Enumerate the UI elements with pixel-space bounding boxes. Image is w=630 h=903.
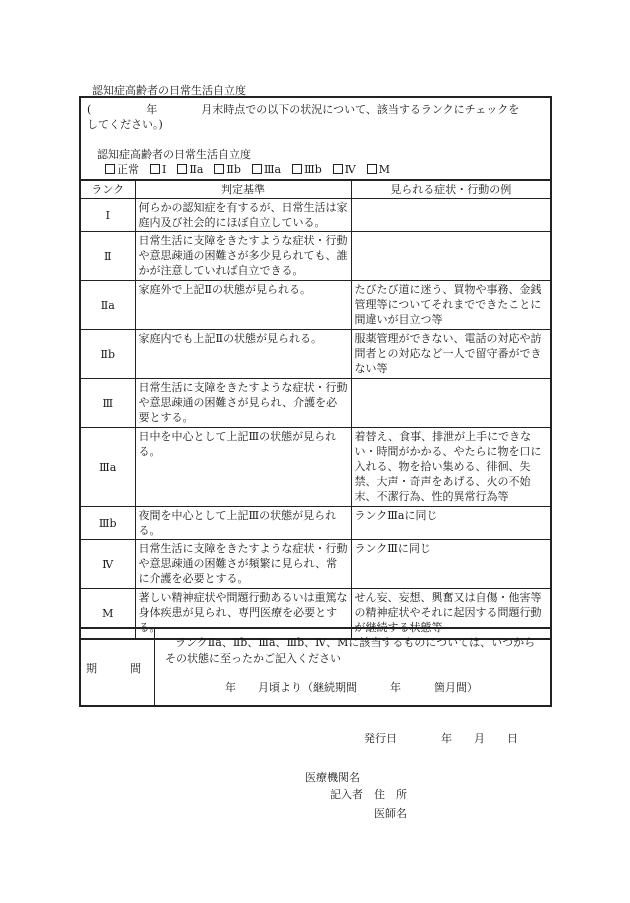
checkbox-label: Ⅲa (263, 163, 282, 176)
table-row (81, 232, 550, 281)
rank-cell: Ⅳ (81, 540, 135, 589)
rank-cell: Ⅱb (81, 330, 135, 379)
checkbox[interactable] (367, 164, 377, 174)
table-row (81, 507, 550, 540)
instruction-section (81, 98, 550, 180)
issue-date[interactable]: 発行日 年 月 日 (364, 732, 518, 745)
rank-checkbox-option[interactable] (333, 163, 356, 176)
criteria-cell: 日常生活に支障をきたすような症状・行動や意思疎通の困難さが頻繁に見られ、常に介護を必要とする。 (135, 540, 351, 589)
criteria-cell: 日常生活に支障をきたすような症状・行動や意思疎通の困難さが見られ、介護を必要とする。 (135, 379, 351, 428)
table-row (81, 540, 550, 589)
checkbox[interactable] (214, 164, 224, 174)
criteria-cell: 著しい精神症状や問題行動あるいは重篤な身体疾患が見られ、専門医療を必要とする。 (135, 589, 351, 638)
example-cell: 着替え、食事、排泄が上手にできない・時間がかかる、やたらに物を口に入れる、物を拾い集める、徘徊、失禁、大声・奇声をあげる、火の不始末、不潔行為、性的異常行為等 (351, 428, 550, 507)
period-fill-line[interactable]: 年 月頃より（継続期間 年 箇月間） (225, 681, 478, 694)
header-rank: ランク (81, 181, 135, 199)
criteria-cell: 日常生活に支障をきたすような症状・行動や意思疎通の困難さが多少見られても、誰かが注意していれば自立できる。 (135, 232, 351, 281)
criteria-cell: 日中を中心として上記Ⅲの状態が見られる。 (135, 428, 351, 507)
document-title: 認知症高齢者の日常生活自立度 (92, 84, 246, 97)
checkbox-label: Ⅳ (344, 163, 356, 176)
checkbox[interactable] (252, 164, 262, 174)
rank-checkbox-option[interactable] (177, 163, 203, 176)
rank-checkbox-option[interactable] (367, 163, 390, 176)
example-cell: 服薬管理ができない、電話の対応や訪問者との対応など一人で留守番ができない等 (351, 330, 550, 379)
rank-cell: M (81, 589, 135, 638)
criteria-cell: 夜間を中心として上記Ⅲの状態が見られる。 (135, 507, 351, 540)
checkbox-label: Ⅱa (189, 163, 204, 176)
checkbox-label: 正常 (117, 163, 139, 176)
checkbox[interactable] (333, 164, 343, 174)
table-row (81, 330, 550, 379)
checkbox-label: Ⅱb (226, 163, 241, 176)
criteria-cell: 家庭外で上記Ⅱの状態が見られる。 (135, 281, 351, 330)
rank-table (81, 180, 550, 638)
rank-cell: Ⅲa (81, 428, 135, 507)
checkbox-label: M (378, 163, 391, 176)
checkbox[interactable] (177, 164, 187, 174)
example-cell (351, 199, 550, 232)
onset-period-box (79, 627, 552, 707)
checkbox-label: Ⅲb (304, 163, 322, 176)
example-cell: ランクⅢaに同じ (351, 507, 550, 540)
example-cell (351, 379, 550, 428)
checkbox-group-title: 認知症高齢者の日常生活自立度 (97, 148, 251, 161)
table-row (81, 281, 550, 330)
rank-form (79, 96, 552, 640)
rank-cell: Ⅲ (81, 379, 135, 428)
checkbox[interactable] (105, 164, 115, 174)
example-cell: せん妄、妄想、興奮又は自傷・他害等の精神症状やそれに起因する問題行動が継続する状態等 (351, 589, 550, 638)
example-cell: たびたび道に迷う、買物や事務、金銭管理等についてそれまでできたことに間違いが目立つ等 (351, 281, 550, 330)
header-criteria: 判定基準 (135, 181, 351, 199)
period-label: 期 間 (86, 662, 141, 675)
rank-checkbox-option[interactable] (214, 163, 241, 176)
table-row (81, 199, 550, 232)
rank-cell: Ⅲb (81, 507, 135, 540)
period-instruction-2: その状態に至ったかご記入ください (165, 652, 341, 665)
rank-cell: Ⅱ (81, 232, 135, 281)
criteria-cell: 家庭内でも上記Ⅱの状態が見られる。 (135, 330, 351, 379)
header-example: 見られる症状・行動の例 (351, 181, 550, 199)
checkbox[interactable] (292, 164, 302, 174)
checkbox-group (105, 161, 401, 177)
checkbox[interactable] (150, 164, 160, 174)
criteria-cell: 何らかの認知症を有するが、日常生活は家庭内及び社会的にほぼ自立している。 (135, 199, 351, 232)
institution-label: 医療機関名 (305, 771, 360, 784)
instruction-line-1: ( 年 月末時点での以下の状況について、該当するランクにチェックを (87, 103, 520, 116)
rank-cell: Ⅱa (81, 281, 135, 330)
period-instruction-1: ランクⅡa、Ⅱb、Ⅲa、Ⅲb、Ⅳ、Mに該当するものについては、いつから (175, 636, 536, 649)
instruction-line-2: してください。) (87, 118, 163, 131)
table-header-row (81, 181, 550, 199)
doctor-name-label: 医師名 (374, 807, 407, 820)
rank-checkbox-option[interactable] (105, 163, 139, 176)
table-row (81, 379, 550, 428)
rank-cell: Ⅰ (81, 199, 135, 232)
rank-checkbox-option[interactable] (150, 163, 166, 176)
example-cell: ランクⅢに同じ (351, 540, 550, 589)
checkbox-label: Ⅰ (162, 163, 167, 176)
rank-checkbox-option[interactable] (292, 163, 322, 176)
table-row (81, 428, 550, 507)
writer-address-label: 記入者 住 所 (330, 788, 407, 801)
rank-checkbox-option[interactable] (252, 163, 281, 176)
example-cell (351, 232, 550, 281)
period-label-cell (81, 629, 155, 705)
